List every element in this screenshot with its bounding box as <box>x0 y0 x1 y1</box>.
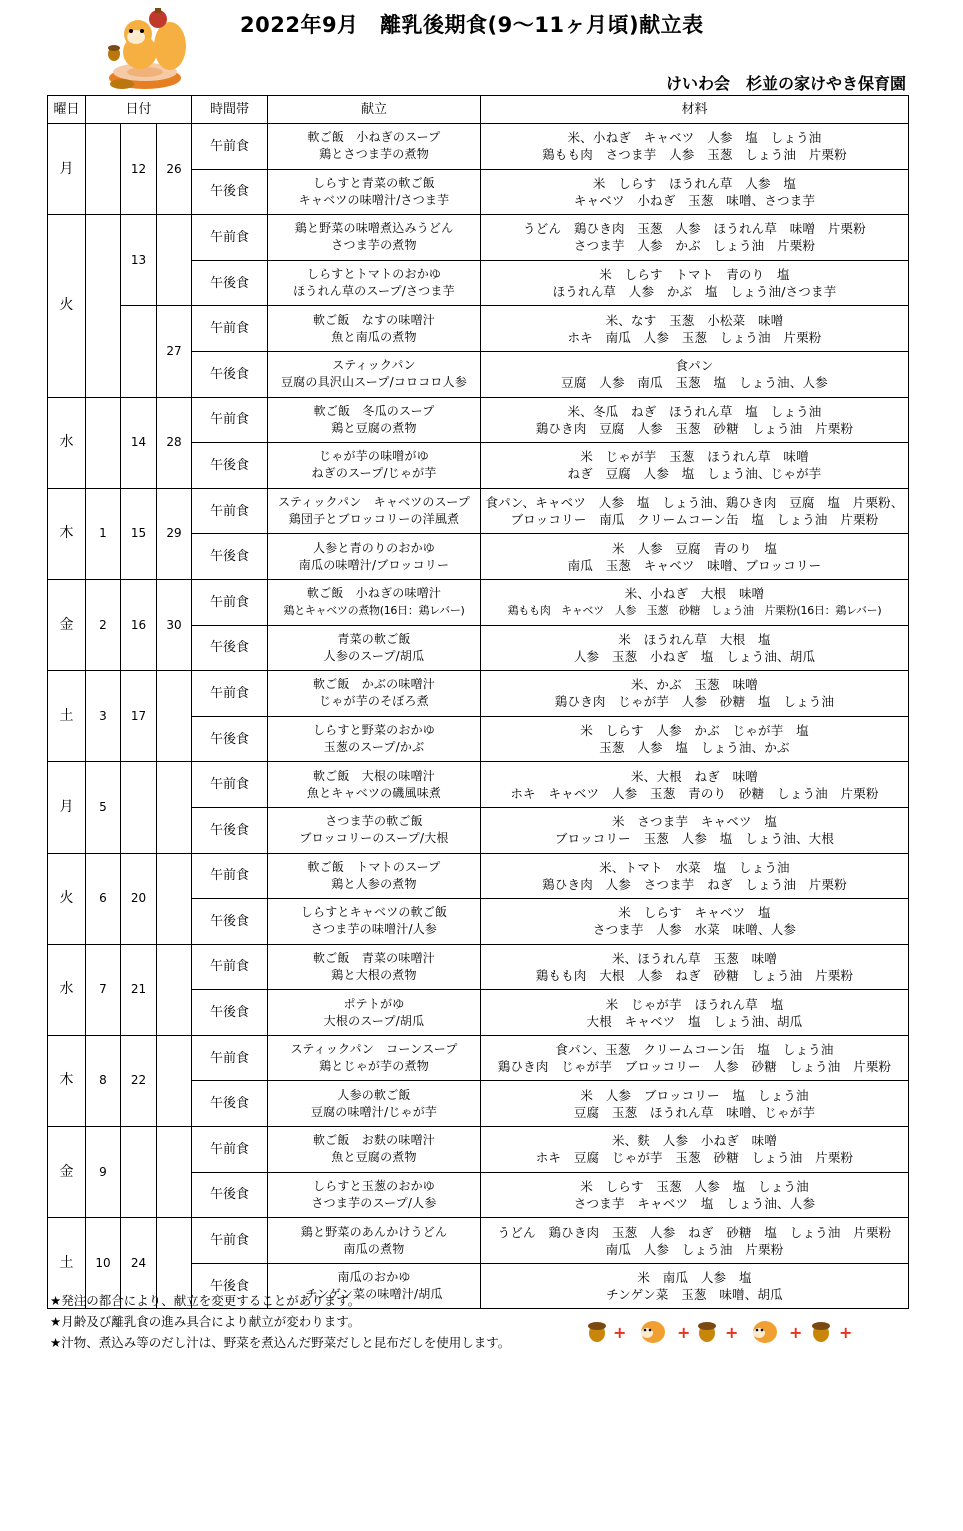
materials-line: ホキ 豆腐 じゃが芋 玉葱 砂糖 しょう油 片栗粉 <box>535 1150 854 1166</box>
materials-line: 豆腐 人参 南瓜 玉葱 塩 しょう油、人参 <box>561 375 828 391</box>
menu-cell <box>268 488 481 534</box>
date-cell <box>157 215 192 306</box>
menu-line: 軟ご飯 トマトのスープ <box>307 859 441 874</box>
materials-line: 米、トマト 水菜 塩 しょう油 <box>599 859 790 875</box>
date-cell: 22 <box>121 1035 157 1126</box>
meal-slot-cell: 午後食 <box>192 990 268 1036</box>
materials-line: 米 人参 ブロッコリー 塩 しょう油 <box>580 1087 809 1103</box>
menu-cell <box>268 1127 481 1173</box>
table-row <box>48 124 909 170</box>
menu-line: 人参の軟ご飯 <box>337 1087 411 1102</box>
menu-line: 軟ご飯 青菜の味噌汁 <box>312 950 435 965</box>
materials-cell <box>481 306 909 352</box>
header-slot: 時間帯 <box>192 96 268 124</box>
materials-line: 南瓜 玉葱 キャベツ 味噌、ブロッコリー <box>567 557 822 573</box>
date-cell: 16 <box>121 579 157 670</box>
menu-line: しらすとトマトのおかゆ <box>306 267 442 282</box>
materials-cell <box>481 762 909 808</box>
meal-slot-cell: 午後食 <box>192 1172 268 1218</box>
materials-line: 米、冬瓜 ねぎ ほうれん草 塩 しょう油 <box>567 403 822 419</box>
date-cell: 2 <box>86 579 121 670</box>
meal-slot-cell: 午前食 <box>192 944 268 990</box>
meal-slot-cell: 午前食 <box>192 397 268 443</box>
table-row <box>48 944 909 990</box>
meal-slot-cell: 午後食 <box>192 1263 268 1309</box>
organization-name: けいわ会 杉並の家けやき保育園 <box>665 74 906 93</box>
squirrel-mascot-illustration <box>100 6 190 91</box>
table-row <box>48 1218 909 1264</box>
menu-table <box>47 95 909 1309</box>
meal-slot-cell: 午前食 <box>192 762 268 808</box>
materials-line: 鶏もも肉 さつま芋 人参 玉葱 しょう油 片栗粉 <box>542 147 847 163</box>
menu-cell <box>268 671 481 717</box>
date-cell <box>157 671 192 762</box>
date-cell: 21 <box>121 944 157 1035</box>
meal-slot-cell: 午前食 <box>192 215 268 261</box>
meal-slot-cell: 午前食 <box>192 306 268 352</box>
materials-line: 玉葱 人参 塩 しょう油、かぶ <box>599 740 790 756</box>
materials-cell <box>481 443 909 489</box>
materials-cell <box>481 899 909 945</box>
table-row <box>48 853 909 899</box>
materials-line: ホキ 南瓜 人参 玉葱 しょう油 片栗粉 <box>567 329 822 345</box>
materials-cell <box>481 671 909 717</box>
materials-line: 米 しらす ほうれん草 人参 塩 <box>592 175 797 191</box>
materials-line: 鶏ひき肉 じゃが芋 人参 砂糖 塩 しょう油 <box>554 694 835 710</box>
meal-slot-cell: 午後食 <box>192 1081 268 1127</box>
materials-line: ほうれん草 人参 かぶ 塩 しょう油/さつま芋 <box>552 284 837 300</box>
note-line: ★発注の都合により、献立を変更することがあります。 <box>50 1293 361 1308</box>
table-row <box>48 1127 909 1173</box>
materials-cell <box>481 1081 909 1127</box>
date-cell: 28 <box>157 397 192 488</box>
menu-line: チンゲン菜の味噌汁/胡瓜 <box>305 1287 443 1302</box>
weekday-cell: 水 <box>48 944 86 1035</box>
menu-line: 大根のスープ/胡瓜 <box>323 1013 425 1028</box>
date-cell <box>157 853 192 944</box>
materials-cell <box>481 625 909 671</box>
meal-slot-cell: 午後食 <box>192 351 268 397</box>
menu-cell <box>268 124 481 170</box>
menu-line: 南瓜の味噌汁/ブロッコリー <box>298 557 450 572</box>
menu-cell <box>268 807 481 853</box>
materials-cell <box>481 1127 909 1173</box>
materials-cell <box>481 1263 909 1309</box>
materials-line: 鶏もも肉 大根 人参 ねぎ 砂糖 しょう油 片栗粉 <box>535 967 854 983</box>
plus-icon: + <box>613 1323 627 1342</box>
materials-cell <box>481 990 909 1036</box>
meal-slot-cell: 午前食 <box>192 1127 268 1173</box>
weekday-cell: 月 <box>48 762 86 853</box>
menu-line: 鶏団子とブロッコリーの洋風煮 <box>288 512 460 527</box>
header-date: 日付 <box>86 96 192 124</box>
weekday-cell: 土 <box>48 1218 86 1309</box>
menu-line: 鶏と野菜の味噌煮込みうどん <box>294 221 454 236</box>
materials-line: 米、ほうれん草 玉葱 味噌 <box>611 950 778 966</box>
menu-line: キャベツの味噌汁/さつま芋 <box>298 192 450 207</box>
materials-line: さつま芋 キャベツ 塩 しょう油、人参 <box>573 1195 816 1211</box>
menu-line: 軟ご飯 大根の味噌汁 <box>312 768 435 783</box>
menu-line: 魚とキャベツの磯風味煮 <box>306 785 442 800</box>
menu-line: 玉葱のスープ/かぶ <box>323 740 425 755</box>
menu-cell <box>268 716 481 762</box>
table-row <box>48 488 909 534</box>
materials-line: 鶏ひき肉 人参 さつま芋 ねぎ しょう油 片栗粉 <box>542 876 847 892</box>
materials-line: 米、小ねぎ 大根 味噌 <box>624 586 765 602</box>
materials-cell <box>481 124 909 170</box>
date-cell: 5 <box>86 762 121 853</box>
date-cell: 20 <box>121 853 157 944</box>
meal-slot-cell: 午後食 <box>192 716 268 762</box>
menu-line: 軟ご飯 かぶの味噌汁 <box>312 677 435 692</box>
menu-line: しらすと野菜のおかゆ <box>312 723 435 738</box>
materials-line: 米、なす 玉葱 小松菜 味噌 <box>605 312 784 328</box>
materials-cell <box>481 853 909 899</box>
date-cell <box>121 762 157 853</box>
weekday-cell: 金 <box>48 1127 86 1218</box>
page-title: 2022年9月 離乳後期食(9～11ヶ月頃)献立表 <box>240 13 704 37</box>
materials-cell <box>481 1035 909 1081</box>
date-cell: 27 <box>157 306 192 397</box>
date-cell: 9 <box>86 1127 121 1218</box>
date-cell <box>157 1127 192 1218</box>
date-cell: 3 <box>86 671 121 762</box>
materials-line: 米、小ねぎ キャベツ 人参 塩 しょう油 <box>567 130 822 146</box>
menu-line: さつま芋の煮物 <box>331 238 417 253</box>
materials-line: ねぎ 豆腐 人参 塩 しょう油、じゃが芋 <box>567 466 822 482</box>
materials-cell <box>481 807 909 853</box>
menu-line: スティックパン <box>332 358 416 373</box>
materials-cell <box>481 579 909 625</box>
acorn-icon <box>698 1322 716 1342</box>
materials-line: 食パン、玉葱 クリームコーン缶 塩 しょう油 <box>555 1042 834 1058</box>
menu-line: スティックパン キャベツのスープ <box>277 495 471 510</box>
date-cell: 7 <box>86 944 121 1035</box>
weekday-cell: 火 <box>48 215 86 397</box>
materials-line: 米 しらす キャベツ 塩 <box>618 905 771 921</box>
date-cell <box>86 215 121 397</box>
menu-cell <box>268 260 481 306</box>
materials-line: 鶏ひき肉 じゃが芋 ブロッコリー 人参 砂糖 しょう油 片栗粉 <box>497 1059 892 1075</box>
note-line: ★月齢及び離乳食の進み具合により献立が変わります。 <box>50 1314 361 1329</box>
date-cell <box>157 944 192 1035</box>
menu-line: ポテトがゆ <box>343 996 405 1011</box>
menu-line: 南瓜の煮物 <box>343 1241 405 1256</box>
weekday-cell: 水 <box>48 397 86 488</box>
squirrel-icon <box>641 1321 665 1343</box>
meal-slot-cell: 午後食 <box>192 169 268 215</box>
materials-line: 鶏もも肉 キャベツ 人参 玉葱 砂糖 しょう油 片栗粉(16日：鶏レバー) <box>507 604 882 618</box>
menu-line: しらすと青菜の軟ご飯 <box>312 175 435 190</box>
menu-line: ほうれん草のスープ/さつま芋 <box>293 284 455 299</box>
meal-slot-cell: 午前食 <box>192 488 268 534</box>
date-cell <box>86 397 121 488</box>
materials-line: 米、麩 人参 小ねぎ 味噌 <box>611 1133 778 1149</box>
menu-line: しらすとキャベツの軟ご飯 <box>300 905 448 920</box>
menu-line: 軟ご飯 小ねぎの味噌汁 <box>306 586 442 601</box>
menu-cell <box>268 990 481 1036</box>
menu-line: 鶏とさつま芋の煮物 <box>319 147 429 162</box>
materials-line: ホキ キャベツ 人参 玉葱 青のり 砂糖 しょう油 片栗粉 <box>510 785 879 801</box>
materials-cell <box>481 1172 909 1218</box>
menu-line: さつま芋の軟ご飯 <box>325 814 423 829</box>
meal-slot-cell: 午前食 <box>192 1218 268 1264</box>
materials-line: ブロッコリー 玉葱 人参 塩 しょう油、大根 <box>554 831 835 847</box>
plus-icon: + <box>725 1323 739 1342</box>
materials-line: 豆腐 玉葱 ほうれん草 味噌、じゃが芋 <box>573 1104 816 1120</box>
header-menu: 献立 <box>268 96 481 124</box>
menu-cell <box>268 1081 481 1127</box>
menu-cell <box>268 1172 481 1218</box>
date-cell: 17 <box>121 671 157 762</box>
menu-line: ブロッコリーのスープ/大根 <box>299 831 449 846</box>
materials-cell <box>481 534 909 580</box>
materials-line: 食パン、キャベツ 人参 塩 しょう油、鶏ひき肉 豆腐 塩 片栗粉、 <box>485 495 904 511</box>
menu-line: じゃが芋の味噌がゆ <box>319 449 429 464</box>
date-cell: 12 <box>121 124 157 215</box>
menu-cell <box>268 351 481 397</box>
menu-line: 豆腐の味噌汁/じゃが芋 <box>310 1104 438 1119</box>
materials-line: ブロッコリー 南瓜 クリームコーン缶 塩 しょう油 片栗粉 <box>510 512 879 528</box>
materials-line: キャベツ 小ねぎ 玉葱 味噌、さつま芋 <box>573 192 816 208</box>
menu-line: ねぎのスープ/じゃが芋 <box>311 466 437 481</box>
table-row <box>48 306 909 352</box>
weekday-cell: 木 <box>48 1035 86 1126</box>
materials-line: 米、かぶ 玉葱 味噌 <box>630 677 758 693</box>
materials-line: さつま芋 人参 かぶ しょう油 片栗粉 <box>573 238 816 254</box>
menu-line: 軟ご飯 なすの味噌汁 <box>312 312 435 327</box>
materials-line: 米 南瓜 人参 塩 <box>637 1270 752 1286</box>
materials-line: チンゲン菜 玉葱 味噌、胡瓜 <box>606 1287 783 1303</box>
plus-icon: + <box>789 1323 803 1342</box>
materials-line: 米、大根 ねぎ 味噌 <box>630 768 758 784</box>
materials-line: 米 さつま芋 キャベツ 塩 <box>611 814 778 830</box>
date-cell <box>121 1127 157 1218</box>
date-cell <box>121 306 157 397</box>
header-weekday: 曜日 <box>48 96 86 124</box>
menu-line: 軟ご飯 小ねぎのスープ <box>307 130 441 145</box>
materials-cell <box>481 215 909 261</box>
menu-line: 南瓜のおかゆ <box>337 1270 411 1285</box>
menu-cell <box>268 1035 481 1081</box>
materials-cell <box>481 1218 909 1264</box>
date-cell: 26 <box>157 124 192 215</box>
menu-line: じゃが芋のそぼろ煮 <box>319 694 429 709</box>
weekday-cell: 木 <box>48 488 86 579</box>
decorative-acorn-squirrel-strip <box>585 1318 865 1344</box>
materials-cell <box>481 169 909 215</box>
menu-line: 鶏と野菜のあんかけうどん <box>300 1224 448 1239</box>
table-row <box>48 215 909 261</box>
menu-cell <box>268 215 481 261</box>
materials-line: 南瓜 人参 しょう油 片栗粉 <box>605 1241 784 1257</box>
menu-table-body <box>48 124 909 1309</box>
materials-line: うどん 鶏ひき肉 玉葱 人参 ねぎ 砂糖 塩 しょう油 片栗粉 <box>497 1224 892 1240</box>
meal-slot-cell: 午後食 <box>192 443 268 489</box>
menu-line: スティックパン コーンスープ <box>290 1042 458 1057</box>
table-row <box>48 762 909 808</box>
menu-line: 豆腐の具沢山スープ/コロコロ人参 <box>280 375 468 390</box>
plus-icon: + <box>677 1323 691 1342</box>
meal-slot-cell: 午前食 <box>192 1035 268 1081</box>
materials-line: 食パン <box>675 358 714 374</box>
date-cell: 15 <box>121 488 157 579</box>
menu-cell <box>268 169 481 215</box>
header-materials: 材料 <box>481 96 909 124</box>
weekday-cell: 金 <box>48 579 86 670</box>
acorn-icon <box>588 1322 606 1342</box>
meal-slot-cell: 午前食 <box>192 853 268 899</box>
menu-cell <box>268 944 481 990</box>
menu-cell <box>268 853 481 899</box>
date-cell: 6 <box>86 853 121 944</box>
meal-slot-cell: 午前食 <box>192 579 268 625</box>
meal-slot-cell: 午後食 <box>192 899 268 945</box>
materials-cell <box>481 351 909 397</box>
date-cell: 1 <box>86 488 121 579</box>
meal-slot-cell: 午後食 <box>192 534 268 580</box>
date-cell: 8 <box>86 1035 121 1126</box>
materials-line: 米 しらす 玉葱 人参 塩 しょう油 <box>580 1178 809 1194</box>
materials-cell <box>481 944 909 990</box>
menu-cell <box>268 579 481 625</box>
menu-cell <box>268 534 481 580</box>
materials-line: 米 人参 豆腐 青のり 塩 <box>611 540 778 556</box>
weekday-cell: 土 <box>48 671 86 762</box>
menu-line: 鶏と人参の煮物 <box>331 876 417 891</box>
materials-cell <box>481 260 909 306</box>
materials-line: 鶏ひき肉 豆腐 人参 玉葱 砂糖 しょう油 片栗粉 <box>535 420 854 436</box>
table-row <box>48 397 909 443</box>
menu-cell <box>268 625 481 671</box>
weekday-cell: 月 <box>48 124 86 215</box>
menu-line: しらすと玉葱のおかゆ <box>312 1178 435 1193</box>
date-cell <box>157 762 192 853</box>
materials-cell <box>481 716 909 762</box>
date-cell: 10 <box>86 1218 121 1309</box>
materials-line: 米 しらす トマト 青のり 塩 <box>599 267 790 283</box>
menu-line: さつま芋の味噌汁/人参 <box>310 922 438 937</box>
squirrel-icon <box>753 1321 777 1343</box>
meal-slot-cell: 午前食 <box>192 124 268 170</box>
notes <box>50 1290 510 1353</box>
menu-line: 軟ご飯 冬瓜のスープ <box>313 403 435 418</box>
materials-cell <box>481 397 909 443</box>
weekday-cell: 火 <box>48 853 86 944</box>
date-cell: 29 <box>157 488 192 579</box>
table-row <box>48 671 909 717</box>
note-line: ★汁物、煮込み等のだし汁は、野菜を煮込んだ野菜だしと昆布だしを使用します。 <box>50 1335 511 1350</box>
meal-slot-cell: 午後食 <box>192 625 268 671</box>
menu-line: 青菜の軟ご飯 <box>337 631 411 646</box>
materials-line: 米 じゃが芋 玉葱 ほうれん草 味噌 <box>580 449 809 465</box>
date-cell <box>86 124 121 215</box>
menu-line: 人参のスープ/胡瓜 <box>323 648 425 663</box>
meal-slot-cell: 午後食 <box>192 807 268 853</box>
menu-line: 軟ご飯 お麩の味噌汁 <box>312 1133 435 1148</box>
date-cell: 24 <box>121 1218 157 1309</box>
table-header-row <box>48 96 909 124</box>
date-cell <box>157 1035 192 1126</box>
menu-cell <box>268 306 481 352</box>
date-cell: 14 <box>121 397 157 488</box>
meal-slot-cell: 午後食 <box>192 260 268 306</box>
meal-slot-cell: 午前食 <box>192 671 268 717</box>
materials-cell <box>481 488 909 534</box>
menu-cell <box>268 899 481 945</box>
materials-line: うどん 鶏ひき肉 玉葱 人参 ほうれん草 味噌 片栗粉 <box>523 221 866 237</box>
acorn-icon <box>812 1322 830 1342</box>
menu-cell <box>268 443 481 489</box>
menu-line: 鶏と豆腐の煮物 <box>331 420 417 435</box>
menu-line: 鶏とキャベツの煮物(16日：鶏レバー) <box>283 604 465 618</box>
menu-cell <box>268 1218 481 1264</box>
plus-icon: + <box>839 1323 853 1342</box>
table-row <box>48 579 909 625</box>
menu-line: 魚と豆腐の煮物 <box>331 1150 417 1165</box>
menu-cell <box>268 397 481 443</box>
table-row <box>48 1035 909 1081</box>
materials-line: 米 しらす 人参 かぶ じゃが芋 塩 <box>580 723 809 739</box>
menu-line: 鶏と大根の煮物 <box>331 967 417 982</box>
date-cell: 13 <box>121 215 157 306</box>
materials-line: 米 じゃが芋 ほうれん草 塩 <box>605 996 784 1012</box>
materials-line: 大根 キャベツ 塩 しょう油、胡瓜 <box>586 1013 803 1029</box>
materials-line: 人参 玉葱 小ねぎ 塩 しょう油、胡瓜 <box>573 648 816 664</box>
menu-line: 人参と青のりのおかゆ <box>312 540 435 555</box>
menu-line: 魚と南瓜の煮物 <box>331 329 417 344</box>
menu-cell <box>268 762 481 808</box>
menu-line: 鶏とじゃが芋の煮物 <box>319 1059 429 1074</box>
date-cell: 30 <box>157 579 192 670</box>
materials-line: さつま芋 人参 水菜 味噌、人参 <box>592 922 797 938</box>
menu-line: さつま芋のスープ/人参 <box>311 1195 437 1210</box>
materials-line: 米 ほうれん草 大根 塩 <box>618 631 771 647</box>
